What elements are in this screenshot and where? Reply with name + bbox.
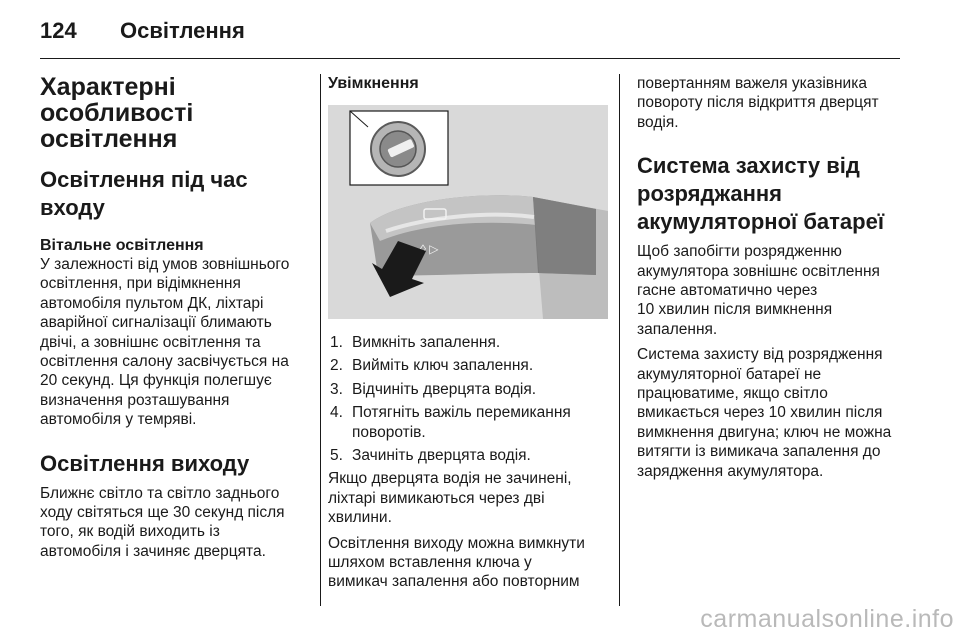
- turn-signal-lever-image: [328, 105, 608, 319]
- continued-text: повертанням важеля указівника повороту після відкриття дверцят водія.: [637, 75, 879, 131]
- battery-protection-text-2: Система захисту від розрядження акумуляторної батареї не працюватиме, якщо світло вмикається через 10 хвилин після вимкнення двигуна; ключ не можна витягти із вимикача запалення до зарядження акумулятора.: [637, 346, 892, 480]
- header-rule: [40, 58, 900, 59]
- list-item: 4. Потягніть важіль перемикання поворотів.: [330, 404, 571, 441]
- activation-steps: [328, 333, 610, 465]
- page-title: Освітлення: [120, 18, 245, 43]
- exit-lighting-heading: Освітлення виходу: [40, 450, 250, 476]
- list-item: 5. Зачиніть дверцята водія.: [330, 447, 531, 465]
- section-title: Характерні особливості освітлення: [40, 73, 194, 153]
- column-3: [637, 74, 905, 481]
- battery-protection-text-1: Щоб запобігти розрядженню акумулятора зовнішнє освітлення гасне автоматично через 10 хвилин після вимкнення запалення.: [637, 243, 880, 338]
- page-number: 124: [40, 18, 77, 43]
- auto-off-text: Якщо дверцята водія не зачинені, ліхтарі вимикаються через дві хвилини.: [328, 470, 572, 527]
- welcome-lighting-text: У залежності від умов зовнішнього освітлення, при відімкнення автомобіля пультом ДК, ліхтарі аварійної сигналізації блимають двічі, а зовнішнє освітлення та освітлення салону засвічується на 20 секунд. Ця функція полегшує визначення розташування автомобіля у темряві.: [40, 256, 290, 429]
- list-item: 3. Відчиніть дверцята водія.: [330, 380, 537, 398]
- exit-lighting-text: Ближнє світло та світло заднього ходу світяться ще 30 секунд після того, як водій виходить із автомобіля і зачиняє дверцята.: [40, 484, 285, 560]
- svg-text:◊ ▷: ◊ ▷: [420, 242, 439, 256]
- battery-protection-heading: Система захисту від розряджання акумуляторної батареї: [637, 153, 885, 235]
- list-item: 1. Вимкніть запалення.: [330, 334, 501, 351]
- watermark: carmanualsonline.info: [700, 605, 954, 633]
- welcome-lighting-heading: Вітальне освітлення: [40, 237, 204, 254]
- list-item: 2. Вийміть ключ запалення.: [330, 357, 534, 375]
- lever-illustration: [328, 105, 608, 319]
- activation-heading: Увімкнення: [328, 75, 419, 92]
- column-2: [328, 74, 610, 592]
- entry-lighting-heading: Освітлення під час входу: [40, 167, 248, 220]
- deactivation-text: Освітлення виходу можна вимкнути шляхом вставлення ключа у вимикач запалення або повторним: [328, 534, 585, 591]
- column-divider-1: [320, 74, 321, 606]
- column-1: [40, 74, 308, 561]
- column-divider-2: [619, 74, 620, 606]
